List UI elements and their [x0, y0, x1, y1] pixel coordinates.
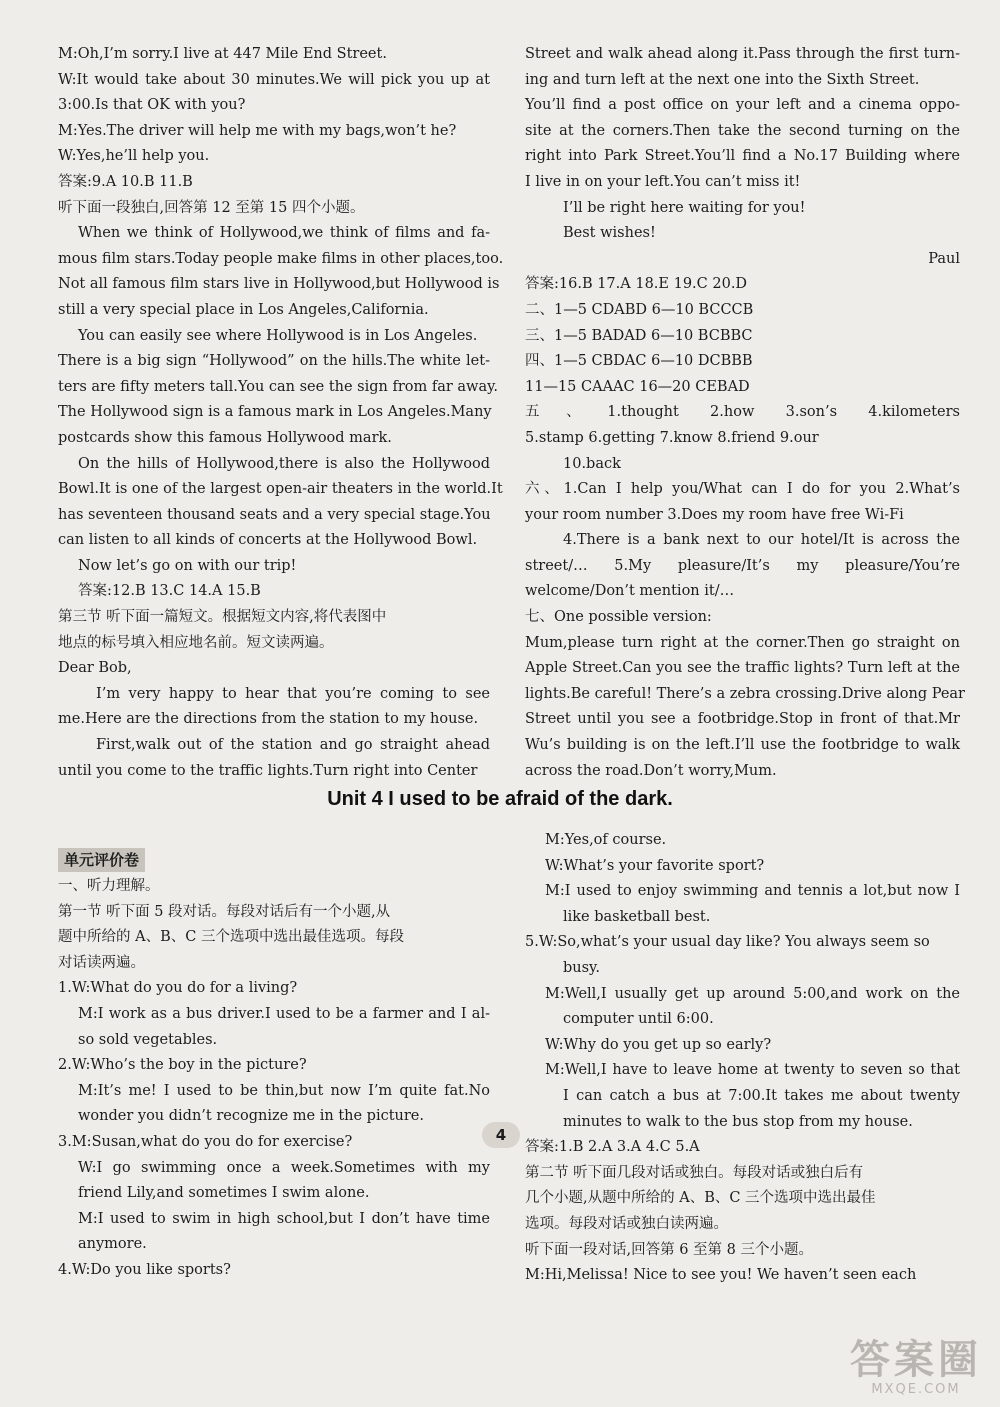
text-line: 答案:16.B 17.A 18.E 19.C 20.D: [525, 276, 748, 293]
bottom-right-column: [525, 828, 960, 1289]
text-line: so sold vegetables.: [78, 1031, 218, 1048]
text-line: M:Yes.The driver will help me with my bags,won’t he?: [58, 122, 457, 139]
text-line: Apple Street.Can you see the traffic lights? Turn left at the: [525, 660, 960, 677]
text-line: M:It’s me! I used to be thin,but now I’m quite fat.No: [78, 1082, 490, 1099]
text-line: Now let’s go on with our trip!: [78, 557, 297, 574]
text-line: M:I used to enjoy swimming and tennis a lot,but now I: [545, 883, 960, 900]
section-badge: 单元评价卷: [58, 848, 145, 872]
text-line: 三、1—5 BADAD 6—10 BCBBC: [525, 327, 753, 344]
text-line: wonder you didn’t recognize me in the picture.: [78, 1108, 424, 1125]
text-line: Dear Bob,: [58, 660, 132, 677]
text-line: 答案:9.A 10.B 11.B: [58, 173, 193, 190]
text-line: W:Why do you get up so early?: [545, 1036, 772, 1053]
text-line: 七、One possible version:: [525, 609, 712, 626]
site-watermark: [850, 1338, 982, 1397]
text-line: postcards show this famous Hollywood mark.: [58, 429, 392, 446]
text-line: M:Hi,Melissa! Nice to see you! We haven’t seen each: [525, 1267, 917, 1284]
text-line: has seventeen thousand seats and a very special stage.You: [58, 506, 491, 523]
text-line: 五、1.thought 2.how 3.son’s 4.kilometers: [525, 404, 960, 421]
watermark-url: MXQE.COM: [871, 1382, 961, 1397]
text-line: Not all famous film stars live in Hollywood,but Hollywood is: [58, 276, 500, 293]
text-line: I’m very happy to hear that you’re coming to see: [96, 685, 490, 702]
text-line: ters are fifty meters tall.You can see the sign from far away.: [58, 378, 498, 395]
text-line: can listen to all kinds of concerts at the Hollywood Bowl.: [58, 532, 478, 549]
top-right-column: [525, 42, 965, 784]
text-line: me.Here are the directions from the station to my house.: [58, 711, 479, 728]
text-line: 对话读两遍。: [58, 954, 145, 971]
unit-title: Unit 4 I used to be afraid of the dark.: [327, 788, 673, 810]
text-line: Mum,please turn right at the corner.Then go straight on: [525, 634, 960, 651]
page-number-label: 4: [482, 1122, 520, 1148]
text-line: 1.W:What do you do for a living?: [58, 980, 298, 997]
text-line: friend Lily,and sometimes I swim alone.: [78, 1185, 370, 1202]
text-line: M:Well,I have to leave home at twenty to seven so that: [545, 1062, 960, 1079]
text-line: Street and walk ahead along it.Pass through the first turn-: [525, 46, 960, 62]
text-line: W:I go swimming once a week.Sometimes with my: [78, 1159, 490, 1176]
text-line: like basketball best.: [563, 908, 711, 925]
text-line: 题中所给的 A、B、C 三个选项中选出最佳选项。每段: [58, 929, 404, 946]
text-line: 11—15 CAAAC 16—20 CEBAD: [525, 378, 750, 395]
bottom-left-lines: [58, 874, 490, 1284]
text-line: 3:00.Is that OK with you?: [58, 97, 246, 114]
text-line: The Hollywood sign is a famous mark in Los Angeles.Many: [58, 404, 492, 421]
text-line: M:I used to swim in high school,but I don’t have time: [78, 1210, 490, 1227]
text-line: until you come to the traffic lights.Turn right into Center: [58, 762, 478, 779]
text-line: 几个小题,从题中所给的 A、B、C 三个选项中选出最佳: [525, 1190, 876, 1207]
text-line: 地点的标号填入相应地名前。短文读两遍。: [58, 634, 334, 651]
text-line: 听下面一段对话,回答第 6 至第 8 三个小题。: [525, 1241, 813, 1258]
text-line: 第二节 听下面几段对话或独白。每段对话或独白后有: [525, 1164, 864, 1181]
bottom-left-column: [58, 848, 490, 1284]
text-line: 5.stamp 6.getting 7.know 8.friend 9.our: [525, 429, 819, 446]
text-line: Street until you see a footbridge.Stop in front of that.Mr: [525, 711, 960, 728]
text-line: 4.There is a bank next to our hotel/It is across the: [563, 532, 960, 549]
text-line: right into Park Street.You’ll find a No.17 Building where: [525, 148, 960, 165]
text-line: 10.back: [563, 455, 621, 472]
text-line: First,walk out of the station and go straight ahead: [96, 737, 490, 754]
text-line: I’ll be right here waiting for you!: [563, 199, 806, 216]
text-line: 听下面一段独白,回答第 12 至第 15 四个小题。: [58, 199, 365, 216]
text-line: computer until 6:00.: [563, 1011, 714, 1028]
text-line: anymore.: [78, 1236, 147, 1253]
text-line: M:Yes,of course.: [545, 832, 667, 848]
text-line: 4.W:Do you like sports?: [58, 1261, 231, 1278]
text-line: M:Well,I usually get up around 5:00,and work on the: [545, 985, 960, 1002]
text-line: You can easily see where Hollywood is in Los Angeles.: [78, 327, 478, 344]
text-line: You’ll find a post office on your left and a cinema oppo-: [525, 97, 960, 114]
text-line: M:I work as a bus driver.I used to be a farmer and I al-: [78, 1005, 490, 1022]
text-line: still a very special place in Los Angeles,California.: [58, 301, 429, 318]
text-line: M:Oh,I’m sorry.I live at 447 Mile End Street.: [58, 46, 387, 62]
text-line: 5.W:So,what’s your usual day like? You always seem so: [525, 934, 930, 951]
text-line: 六、1.Can I help you/What can I do for you 2.What’s: [525, 481, 960, 498]
text-line: Best wishes!: [563, 225, 656, 242]
text-line: 一、听力理解。: [58, 878, 160, 894]
text-line: 第三节 听下面一篇短文。根据短文内容,将代表图中: [58, 609, 387, 626]
text-line: street/… 5.My pleasure/It’s my pleasure/You’re: [525, 557, 960, 574]
text-line: W:It would take about 30 minutes.We will pick you up at: [58, 71, 490, 88]
text-line: 答案:12.B 13.C 14.A 15.B: [78, 583, 261, 600]
text-line: W:What’s your favorite sport?: [545, 857, 765, 874]
text-line: busy.: [563, 959, 600, 976]
text-line: Paul: [928, 250, 960, 267]
text-line: welcome/Don’t mention it/…: [525, 583, 735, 600]
text-line: minutes to walk to the bus stop from my house.: [563, 1113, 913, 1130]
text-line: mous film stars.Today people make films in other places,too.: [58, 250, 504, 267]
text-line: When we think of Hollywood,we think of films and fa-: [78, 225, 490, 242]
text-line: There is a big sign “Hollywood” on the hills.The white let-: [58, 353, 490, 370]
text-line: site at the corners.Then take the second turning on the: [525, 122, 960, 139]
text-line: Bowl.It is one of the largest open-air theaters in the world.It: [58, 481, 503, 498]
text-line: lights.Be careful! There’s a zebra crossing.Drive along Pear: [525, 685, 965, 702]
text-line: 二、1—5 CDABD 6—10 BCCCB: [525, 301, 754, 318]
text-line: 四、1—5 CBDAC 6—10 DCBBB: [525, 353, 753, 370]
text-line: I can catch a bus at 7:00.It takes me about twenty: [563, 1087, 960, 1104]
text-line: ing and turn left at the next one into the Sixth Street.: [525, 71, 920, 88]
text-line: 答案:1.B 2.A 3.A 4.C 5.A: [525, 1139, 700, 1156]
page-number: [466, 1122, 536, 1148]
text-line: 选项。每段对话或独白读两遍。: [525, 1215, 728, 1232]
text-line: across the road.Don’t worry,Mum.: [525, 762, 777, 779]
text-line: 第一节 听下面 5 段对话。每段对话后有一个小题,从: [58, 903, 391, 920]
top-left-column: [58, 42, 504, 784]
text-line: your room number 3.Does my room have free Wi-Fi: [525, 506, 904, 523]
text-line: 2.W:Who’s the boy in the picture?: [58, 1057, 307, 1074]
text-line: Wu’s building is on the left.I’ll use the footbridge to walk: [525, 737, 960, 754]
text-line: W:Yes,he’ll help you.: [58, 148, 210, 165]
text-line: I live in on your left.You can’t miss it!: [525, 173, 801, 190]
text-line: On the hills of Hollywood,there is also the Hollywood: [78, 455, 490, 472]
watermark-logo-text: 答案圈: [850, 1337, 982, 1383]
text-line: 3.M:Susan,what do you do for exercise?: [58, 1133, 353, 1150]
